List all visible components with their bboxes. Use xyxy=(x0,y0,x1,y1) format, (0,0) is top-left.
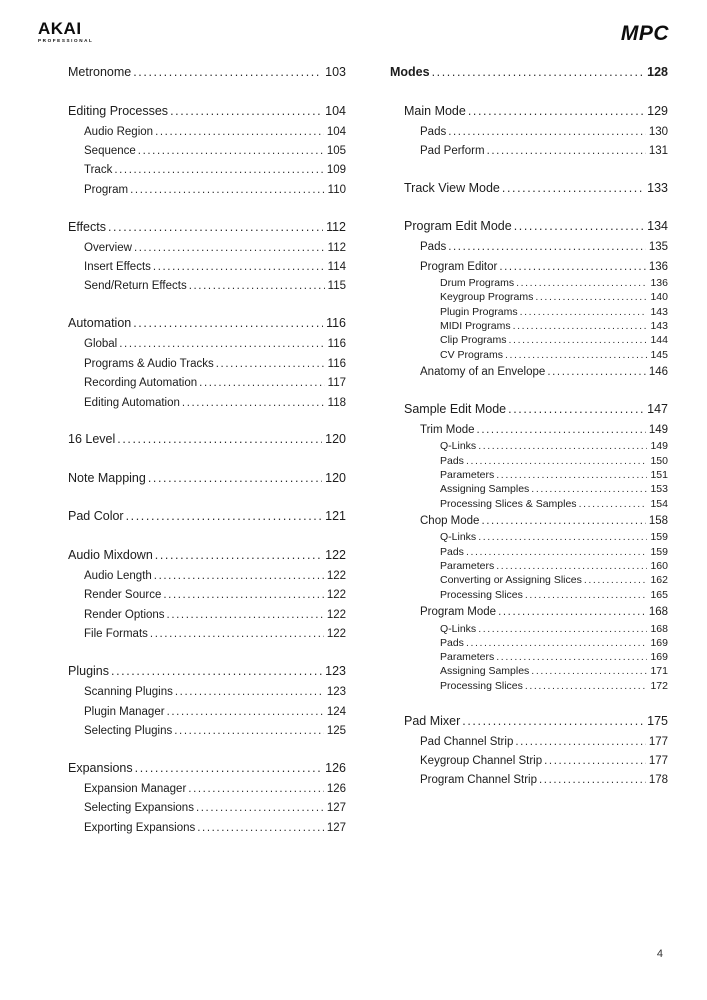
toc-entry-page: 147 xyxy=(647,402,668,416)
toc-entry[interactable] xyxy=(390,651,668,665)
toc-leader-dots xyxy=(496,561,647,572)
toc-entry[interactable] xyxy=(390,752,668,771)
toc-entry-page: 123 xyxy=(325,664,346,679)
toc-entry-page: 126 xyxy=(326,782,346,795)
toc-entry[interactable] xyxy=(390,122,668,141)
toc-entry-label: Program Mode xyxy=(420,606,497,619)
toc-leader-dots xyxy=(119,338,324,350)
toc-entry-page: 122 xyxy=(326,628,346,641)
toc-entry-page: 117 xyxy=(327,377,346,390)
toc-leader-dots xyxy=(520,307,648,318)
toc-entry[interactable] xyxy=(54,393,346,412)
toc-leader-dots xyxy=(135,762,323,776)
toc-entry-label: Expansion Manager xyxy=(84,782,187,795)
toc-entry[interactable] xyxy=(390,178,668,200)
toc-leader-dots xyxy=(155,126,324,138)
toc-entry[interactable] xyxy=(390,216,668,238)
toc-entry-label: Track View Mode xyxy=(404,180,500,195)
toc-leader-dots xyxy=(477,424,646,436)
toc-entry-label: Effects xyxy=(68,219,106,234)
toc-entry-page: 112 xyxy=(327,241,346,254)
toc-entry[interactable] xyxy=(390,421,668,440)
toc-entry[interactable] xyxy=(390,497,668,511)
toc-entry[interactable] xyxy=(54,374,346,393)
toc-entry-page: 168 xyxy=(650,622,668,635)
toc-leader-dots xyxy=(108,221,323,235)
toc-entry-page: 125 xyxy=(326,724,346,737)
toc-entry-label: Pads xyxy=(440,545,464,558)
toc-entry-label: Editing Automation xyxy=(84,396,180,409)
toc-entry-label: Overview xyxy=(84,241,132,254)
toc-entry[interactable] xyxy=(54,354,346,373)
toc-entry[interactable] xyxy=(390,711,668,733)
toc-leader-dots xyxy=(199,377,325,389)
toc-entry[interactable] xyxy=(390,545,668,559)
toc-entry-label: Track xyxy=(84,164,113,177)
toc-entry-page: 177 xyxy=(648,755,668,768)
toc-entry-label: Pad Channel Strip xyxy=(420,735,514,748)
toc-leader-dots xyxy=(117,433,322,447)
toc-entry[interactable] xyxy=(390,320,668,334)
toc-column-right xyxy=(390,62,668,838)
toc-leader-dots xyxy=(126,510,323,524)
toc-entry-page: 116 xyxy=(327,357,346,370)
toc-entry-page: 150 xyxy=(650,454,668,467)
toc-entry-page: 120 xyxy=(325,470,346,485)
toc-entry[interactable] xyxy=(54,180,346,199)
toc-entry[interactable] xyxy=(390,560,668,574)
toc-entry-page: 146 xyxy=(648,366,668,379)
toc-entry-page: 134 xyxy=(647,219,668,234)
toc-entry[interactable] xyxy=(54,683,346,702)
toc-leader-dots xyxy=(466,456,648,467)
toc-leader-dots xyxy=(515,736,645,748)
toc-entry-label: Processing Slices & Samples xyxy=(440,497,577,510)
toc-entry[interactable] xyxy=(390,771,668,790)
toc-entry-page: 122 xyxy=(326,608,346,621)
toc-entry-page: 151 xyxy=(650,469,668,482)
toc-leader-dots xyxy=(496,470,647,481)
toc-leader-dots xyxy=(448,126,646,138)
toc-entry[interactable] xyxy=(390,363,668,382)
toc-leader-dots xyxy=(502,182,644,196)
toc-columns xyxy=(0,46,707,838)
toc-entry-page: 127 xyxy=(326,802,346,815)
toc-entry-label: Keygroup Programs xyxy=(440,291,534,304)
toc-entry[interactable] xyxy=(54,779,346,798)
toc-leader-dots xyxy=(170,105,322,119)
toc-entry[interactable] xyxy=(54,101,346,123)
toc-leader-dots xyxy=(155,549,322,563)
toc-entry-page: 178 xyxy=(648,774,668,787)
toc-entry[interactable] xyxy=(54,122,346,141)
toc-entry-page: 110 xyxy=(327,183,346,196)
toc-entry-label: Parameters xyxy=(440,651,495,664)
toc-leader-dots xyxy=(130,184,325,196)
toc-entry-label: Audio Mixdown xyxy=(68,547,153,562)
toc-leader-dots xyxy=(432,66,645,80)
toc-entry[interactable] xyxy=(390,483,668,497)
toc-entry-page: 112 xyxy=(326,219,346,234)
toc-leader-dots xyxy=(448,241,646,253)
toc-entry-page: 169 xyxy=(650,651,668,664)
toc-leader-dots xyxy=(508,403,644,417)
toc-entry-label: Selecting Plugins xyxy=(84,724,173,737)
toc-entry[interactable] xyxy=(54,468,346,490)
toc-entry-label: Expansions xyxy=(68,760,133,775)
toc-entry[interactable] xyxy=(390,141,668,160)
toc-entry-page: 140 xyxy=(650,291,668,304)
toc-entry-label: MIDI Programs xyxy=(440,320,511,333)
toc-entry-label: Q-Links xyxy=(440,440,477,453)
toc-entry-label: Parameters xyxy=(440,469,495,482)
toc-leader-dots xyxy=(513,321,648,332)
toc-entry-label: Processing Slices xyxy=(440,588,523,601)
toc-entry-page: 149 xyxy=(650,440,668,453)
page-number: 4 xyxy=(656,948,663,960)
toc-leader-dots xyxy=(496,652,647,663)
toc-entry[interactable] xyxy=(54,429,346,451)
toc-leader-dots xyxy=(174,725,324,737)
toc-entry-page: 104 xyxy=(325,103,346,118)
toc-entry[interactable] xyxy=(54,758,346,780)
toc-entry[interactable] xyxy=(390,732,668,751)
toc-leader-dots xyxy=(516,278,647,289)
toc-entry-page: 116 xyxy=(327,338,346,351)
toc-entry[interactable] xyxy=(390,62,668,84)
toc-entry-label: Selecting Expansions xyxy=(84,802,194,815)
toc-leader-dots xyxy=(509,335,648,346)
toc-entry-page: 168 xyxy=(648,606,668,619)
toc-entry[interactable] xyxy=(54,721,346,740)
toc-leader-dots xyxy=(481,515,645,527)
toc-entry[interactable] xyxy=(54,625,346,644)
toc-entry-label: Sequence xyxy=(84,144,136,157)
toc-leader-dots xyxy=(531,666,647,677)
toc-entry[interactable] xyxy=(390,440,668,454)
toc-entry-label: CV Programs xyxy=(440,348,504,361)
toc-entry[interactable] xyxy=(390,622,668,636)
toc-leader-dots xyxy=(197,822,324,834)
toc-entry-page: 143 xyxy=(650,305,668,318)
toc-leader-dots xyxy=(196,802,324,814)
toc-entry-page: 122 xyxy=(326,569,346,582)
toc-entry[interactable] xyxy=(54,161,346,180)
toc-entry-label: Recording Automation xyxy=(84,377,198,390)
toc-leader-dots xyxy=(462,715,644,729)
toc-entry-label: Pads xyxy=(420,241,447,254)
toc-entry-label: Pads xyxy=(420,125,447,138)
toc-entry[interactable] xyxy=(54,313,346,335)
mpc-logo: MPC xyxy=(620,22,669,45)
toc-entry[interactable] xyxy=(54,335,346,354)
toc-entry[interactable] xyxy=(390,665,668,679)
toc-entry-page: 121 xyxy=(325,509,346,524)
toc-leader-dots xyxy=(133,66,322,80)
toc-entry-label: Q-Links xyxy=(440,622,477,635)
toc-entry[interactable] xyxy=(390,469,668,483)
toc-entry-label: Scanning Plugins xyxy=(84,686,173,699)
toc-entry-label: Program Edit Mode xyxy=(404,219,512,234)
toc-entry-label: Exporting Expansions xyxy=(84,821,196,834)
toc-entry-label: Pad Perform xyxy=(420,144,485,157)
toc-entry-label: Global xyxy=(84,338,118,351)
page-header xyxy=(0,0,707,46)
toc-entry-page: 133 xyxy=(647,180,668,195)
toc-entry-page: 136 xyxy=(648,260,668,273)
toc-entry-label: Main Mode xyxy=(404,103,466,118)
toc-leader-dots xyxy=(216,358,325,370)
toc-leader-dots xyxy=(466,638,648,649)
toc-entry-label: Anatomy of an Envelope xyxy=(420,366,546,379)
toc-leader-dots xyxy=(133,317,323,331)
toc-entry-label: Plugin Programs xyxy=(440,305,518,318)
toc-entry[interactable] xyxy=(390,603,668,622)
toc-leader-dots xyxy=(189,280,325,292)
toc-leader-dots xyxy=(466,547,648,558)
toc-entry[interactable] xyxy=(390,636,668,650)
toc-entry[interactable] xyxy=(54,661,346,683)
toc-entry[interactable] xyxy=(54,238,346,257)
toc-entry-label: Note Mapping xyxy=(68,470,146,485)
toc-entry[interactable] xyxy=(390,277,668,291)
toc-entry-page: 120 xyxy=(325,432,346,447)
toc-entry-label: Editing Processes xyxy=(68,103,169,118)
toc-entry[interactable] xyxy=(54,141,346,160)
toc-leader-dots xyxy=(478,624,647,635)
toc-entry[interactable] xyxy=(390,348,668,362)
toc-entry-label: Pads xyxy=(440,636,464,649)
toc-entry-page: 154 xyxy=(650,497,668,510)
toc-entry-label: Q-Links xyxy=(440,531,477,544)
toc-entry[interactable] xyxy=(54,506,346,528)
toc-entry-page: 115 xyxy=(327,280,346,293)
toc-entry-label: Parameters xyxy=(440,560,495,573)
toc-entry[interactable] xyxy=(54,217,346,239)
akai-logo-wordmark: AKAI xyxy=(38,19,82,38)
toc-entry-label: Pad Color xyxy=(68,509,124,524)
toc-leader-dots xyxy=(478,441,647,452)
toc-entry[interactable] xyxy=(390,305,668,319)
toc-leader-dots xyxy=(531,484,647,495)
toc-leader-dots xyxy=(175,686,324,698)
toc-entry[interactable] xyxy=(390,531,668,545)
toc-entry-label: Modes xyxy=(390,65,430,79)
toc-leader-dots xyxy=(535,292,647,303)
toc-entry-label: Program Editor xyxy=(420,260,498,273)
toc-entry[interactable] xyxy=(390,238,668,257)
toc-entry-label: Plugins xyxy=(68,664,109,679)
toc-leader-dots xyxy=(514,220,644,234)
toc-leader-dots xyxy=(154,570,324,582)
toc-entry-page: 135 xyxy=(648,241,668,254)
toc-entry-page: 145 xyxy=(650,348,668,361)
toc-entry-page: 129 xyxy=(647,103,668,118)
toc-entry-page: 177 xyxy=(648,735,668,748)
toc-entry-label: Assigning Samples xyxy=(440,483,530,496)
toc-entry-label: Insert Effects xyxy=(84,261,151,274)
toc-entry-label: Assigning Samples xyxy=(440,665,530,678)
toc-leader-dots xyxy=(150,628,324,640)
toc-leader-dots xyxy=(468,105,644,119)
toc-entry-page: 165 xyxy=(650,588,668,601)
toc-entry-label: Program xyxy=(84,183,129,196)
toc-entry-page: 124 xyxy=(326,705,346,718)
toc-entry-label: File Formats xyxy=(84,628,148,641)
toc-entry[interactable] xyxy=(54,605,346,624)
toc-leader-dots xyxy=(544,755,646,767)
toc-entry[interactable] xyxy=(54,702,346,721)
toc-leader-dots xyxy=(498,606,646,618)
toc-entry-page: 153 xyxy=(650,483,668,496)
toc-entry[interactable] xyxy=(390,334,668,348)
toc-entry-page: 114 xyxy=(327,261,346,274)
toc-entry-label: Render Options xyxy=(84,608,165,621)
toc-entry-label: Plugin Manager xyxy=(84,705,165,718)
toc-leader-dots xyxy=(114,164,323,176)
toc-entry-label: Clip Programs xyxy=(440,334,507,347)
toc-entry-label: Sample Edit Mode xyxy=(404,402,507,416)
toc-entry-page: 123 xyxy=(326,686,346,699)
toc-leader-dots xyxy=(505,350,647,361)
toc-entry-label: Converting or Assigning Slices xyxy=(440,574,582,587)
toc-leader-dots xyxy=(579,499,648,510)
toc-leader-dots xyxy=(584,575,648,586)
toc-leader-dots xyxy=(547,366,646,378)
toc-entry-page: 122 xyxy=(325,547,346,562)
akai-logo xyxy=(38,20,93,43)
toc-entry-label: Pad Mixer xyxy=(404,713,461,728)
toc-leader-dots xyxy=(182,397,325,409)
toc-entry-page: 158 xyxy=(648,515,668,528)
toc-leader-dots xyxy=(478,532,647,543)
toc-entry-page: 175 xyxy=(647,713,668,728)
toc-entry-page: 136 xyxy=(650,277,668,290)
toc-entry-label: Programs & Audio Tracks xyxy=(84,357,214,370)
toc-entry[interactable] xyxy=(54,258,346,277)
toc-entry[interactable] xyxy=(390,399,668,421)
toc-entry-page: 105 xyxy=(326,144,346,157)
toc-entry-page: 104 xyxy=(326,125,346,138)
toc-leader-dots xyxy=(525,590,648,601)
toc-entry[interactable] xyxy=(390,512,668,531)
toc-entry[interactable] xyxy=(54,586,346,605)
toc-entry-page: 144 xyxy=(650,334,668,347)
toc-leader-dots xyxy=(153,261,325,273)
toc-column-left xyxy=(54,62,346,838)
toc-leader-dots xyxy=(539,774,646,786)
toc-leader-dots xyxy=(188,783,324,795)
toc-leader-dots xyxy=(167,609,324,621)
toc-entry-page: 103 xyxy=(325,65,346,79)
toc-entry[interactable] xyxy=(390,101,668,123)
toc-entry-page: 149 xyxy=(648,424,668,436)
toc-entry[interactable] xyxy=(390,574,668,588)
toc-entry-page: 172 xyxy=(650,679,668,692)
toc-entry-label: 16 Level xyxy=(68,432,116,447)
toc-entry[interactable] xyxy=(54,566,346,585)
toc-entry-page: 143 xyxy=(650,320,668,333)
toc-entry[interactable] xyxy=(390,679,668,693)
toc-entry-label: Send/Return Effects xyxy=(84,280,187,293)
toc-entry-label: Drum Programs xyxy=(440,277,515,290)
toc-entry-label: Keygroup Channel Strip xyxy=(420,755,543,768)
toc-entry-page: 159 xyxy=(650,531,668,544)
toc-leader-dots xyxy=(138,145,324,157)
toc-leader-dots xyxy=(111,665,322,679)
toc-leader-dots xyxy=(148,472,322,486)
toc-entry-page: 162 xyxy=(650,574,668,587)
toc-entry-page: 159 xyxy=(650,545,668,558)
toc-leader-dots xyxy=(525,681,648,692)
toc-entry-label: Audio Region xyxy=(84,125,154,138)
toc-entry-page: 171 xyxy=(650,665,668,678)
toc-entry[interactable] xyxy=(54,799,346,818)
toc-entry-label: Audio Length xyxy=(84,569,152,582)
toc-entry-page: 126 xyxy=(325,760,346,775)
toc-entry-page: 128 xyxy=(647,65,668,79)
toc-entry[interactable] xyxy=(54,277,346,296)
toc-entry-label: Automation xyxy=(68,316,132,331)
toc-entry-page: 109 xyxy=(326,164,346,177)
toc-entry[interactable] xyxy=(390,454,668,468)
toc-leader-dots xyxy=(499,261,645,273)
akai-logo-professional-text: PROFESSIONAL xyxy=(38,37,94,43)
toc-entry-page: 116 xyxy=(326,316,346,331)
toc-entry-label: Program Channel Strip xyxy=(420,774,537,787)
toc-entry-page: 127 xyxy=(326,821,346,834)
toc-entry-page: 118 xyxy=(327,396,346,409)
toc-entry-page: 130 xyxy=(648,125,668,138)
toc-entry[interactable] xyxy=(54,545,346,567)
toc-entry-label: Metronome xyxy=(68,65,132,79)
toc-entry-label: Render Source xyxy=(84,589,162,602)
toc-leader-dots xyxy=(487,145,646,157)
toc-entry-page: 131 xyxy=(648,144,668,157)
toc-entry[interactable] xyxy=(54,818,346,837)
toc-entry[interactable] xyxy=(390,257,668,276)
toc-leader-dots xyxy=(167,706,324,718)
toc-entry[interactable] xyxy=(390,588,668,602)
toc-entry-label: Chop Mode xyxy=(420,515,480,528)
toc-entry-label: Trim Mode xyxy=(420,424,475,436)
toc-entry-label: Pads xyxy=(440,454,464,467)
toc-entry-page: 160 xyxy=(650,560,668,573)
toc-leader-dots xyxy=(134,242,325,254)
toc-entry[interactable] xyxy=(54,62,346,84)
toc-entry-page: 122 xyxy=(326,589,346,602)
toc-entry[interactable] xyxy=(390,291,668,305)
toc-entry-page: 169 xyxy=(650,636,668,649)
toc-leader-dots xyxy=(163,589,323,601)
toc-entry-label: Processing Slices xyxy=(440,679,523,692)
